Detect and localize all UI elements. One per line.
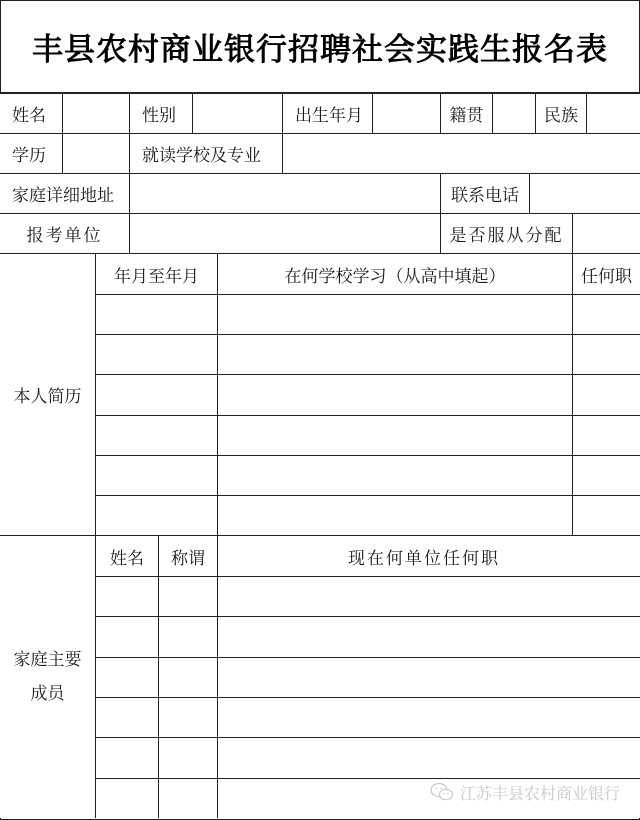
family-row-6-name[interactable] (96, 779, 159, 818)
family-col-relation: 称谓 (159, 536, 218, 577)
family-row-5-relation[interactable] (159, 738, 218, 779)
family-row-1-name[interactable] (96, 577, 159, 617)
family-row-4-name[interactable] (96, 698, 159, 738)
resume-row-1-position[interactable] (573, 295, 640, 335)
family-row-2-name[interactable] (96, 617, 159, 658)
name-label: 姓名 (0, 94, 63, 134)
resume-row-3-position[interactable] (573, 375, 640, 416)
family-section-label (0, 536, 96, 818)
family-row-1-relation[interactable] (159, 577, 218, 617)
resume-col-position: 任何职 (573, 254, 640, 295)
resume-row-6-school[interactable] (218, 496, 573, 536)
family-row-4-relation[interactable] (159, 698, 218, 738)
resume-row-5-position[interactable] (573, 456, 640, 496)
family-row-2-workplace[interactable] (218, 617, 640, 658)
ethnicity-label: 民族 (536, 94, 587, 134)
family-row-5-workplace[interactable] (218, 738, 640, 779)
phone-label: 联系电话 (441, 174, 530, 214)
family-label-line1: 家庭主要 (13, 650, 82, 670)
family-label-line2: 成员 (30, 684, 65, 704)
resume-row-1-period[interactable] (96, 295, 218, 335)
resume-col-period: 年月至年月 (96, 254, 218, 295)
resume-row-4-school[interactable] (218, 416, 573, 456)
resume-row-6-position[interactable] (573, 496, 640, 536)
school-major-field[interactable] (283, 134, 640, 174)
watermark-text: 江苏丰县农村商业银行 (460, 783, 621, 803)
family-row-1-workplace[interactable] (218, 577, 640, 617)
resume-row-2-school[interactable] (218, 335, 573, 375)
education-field[interactable] (63, 134, 130, 174)
birth-date-label: 出生年月 (283, 94, 373, 134)
family-row-3-workplace[interactable] (218, 658, 640, 698)
gender-label: 性别 (130, 94, 193, 134)
resume-row-2-period[interactable] (96, 335, 218, 375)
resume-row-5-school[interactable] (218, 456, 573, 496)
accept-assignment-field[interactable] (573, 214, 640, 254)
ethnicity-field[interactable] (587, 94, 640, 134)
family-row-5-name[interactable] (96, 738, 159, 779)
resume-row-4-position[interactable] (573, 416, 640, 456)
apply-unit-field[interactable] (130, 214, 441, 254)
gender-field[interactable] (193, 94, 283, 134)
family-row-6-relation[interactable] (159, 779, 218, 818)
family-row-2-relation[interactable] (159, 617, 218, 658)
education-label: 学历 (0, 134, 63, 174)
watermark (430, 780, 620, 804)
resume-row-3-period[interactable] (96, 375, 218, 416)
address-field[interactable] (130, 174, 441, 214)
resume-row-3-school[interactable] (218, 375, 573, 416)
resume-col-school: 在何学校学习（从高中填起） (218, 254, 573, 295)
wechat-icon (430, 782, 454, 802)
address-label: 家庭详细地址 (0, 174, 130, 214)
family-row-4-workplace[interactable] (218, 698, 640, 738)
family-col-name: 姓名 (96, 536, 159, 577)
native-place-field[interactable] (493, 94, 536, 134)
apply-unit-label: 报考单位 (0, 214, 130, 254)
native-place-label: 籍贯 (441, 94, 493, 134)
form-title: 丰县农村商业银行招聘社会实践生报名表 (0, 0, 640, 94)
name-field[interactable] (63, 94, 130, 134)
phone-field[interactable] (530, 174, 640, 214)
resume-section-label: 本人简历 (0, 254, 96, 536)
resume-row-2-position[interactable] (573, 335, 640, 375)
accept-assignment-label: 是否服从分配 (441, 214, 573, 254)
family-row-3-relation[interactable] (159, 658, 218, 698)
resume-row-4-period[interactable] (96, 416, 218, 456)
family-row-3-name[interactable] (96, 658, 159, 698)
family-col-workplace: 现在何单位任何职 (218, 536, 640, 577)
birth-date-field[interactable] (373, 94, 441, 134)
resume-row-1-school[interactable] (218, 295, 573, 335)
resume-row-6-period[interactable] (96, 496, 218, 536)
school-major-label: 就读学校及专业 (130, 134, 283, 174)
resume-row-5-period[interactable] (96, 456, 218, 496)
